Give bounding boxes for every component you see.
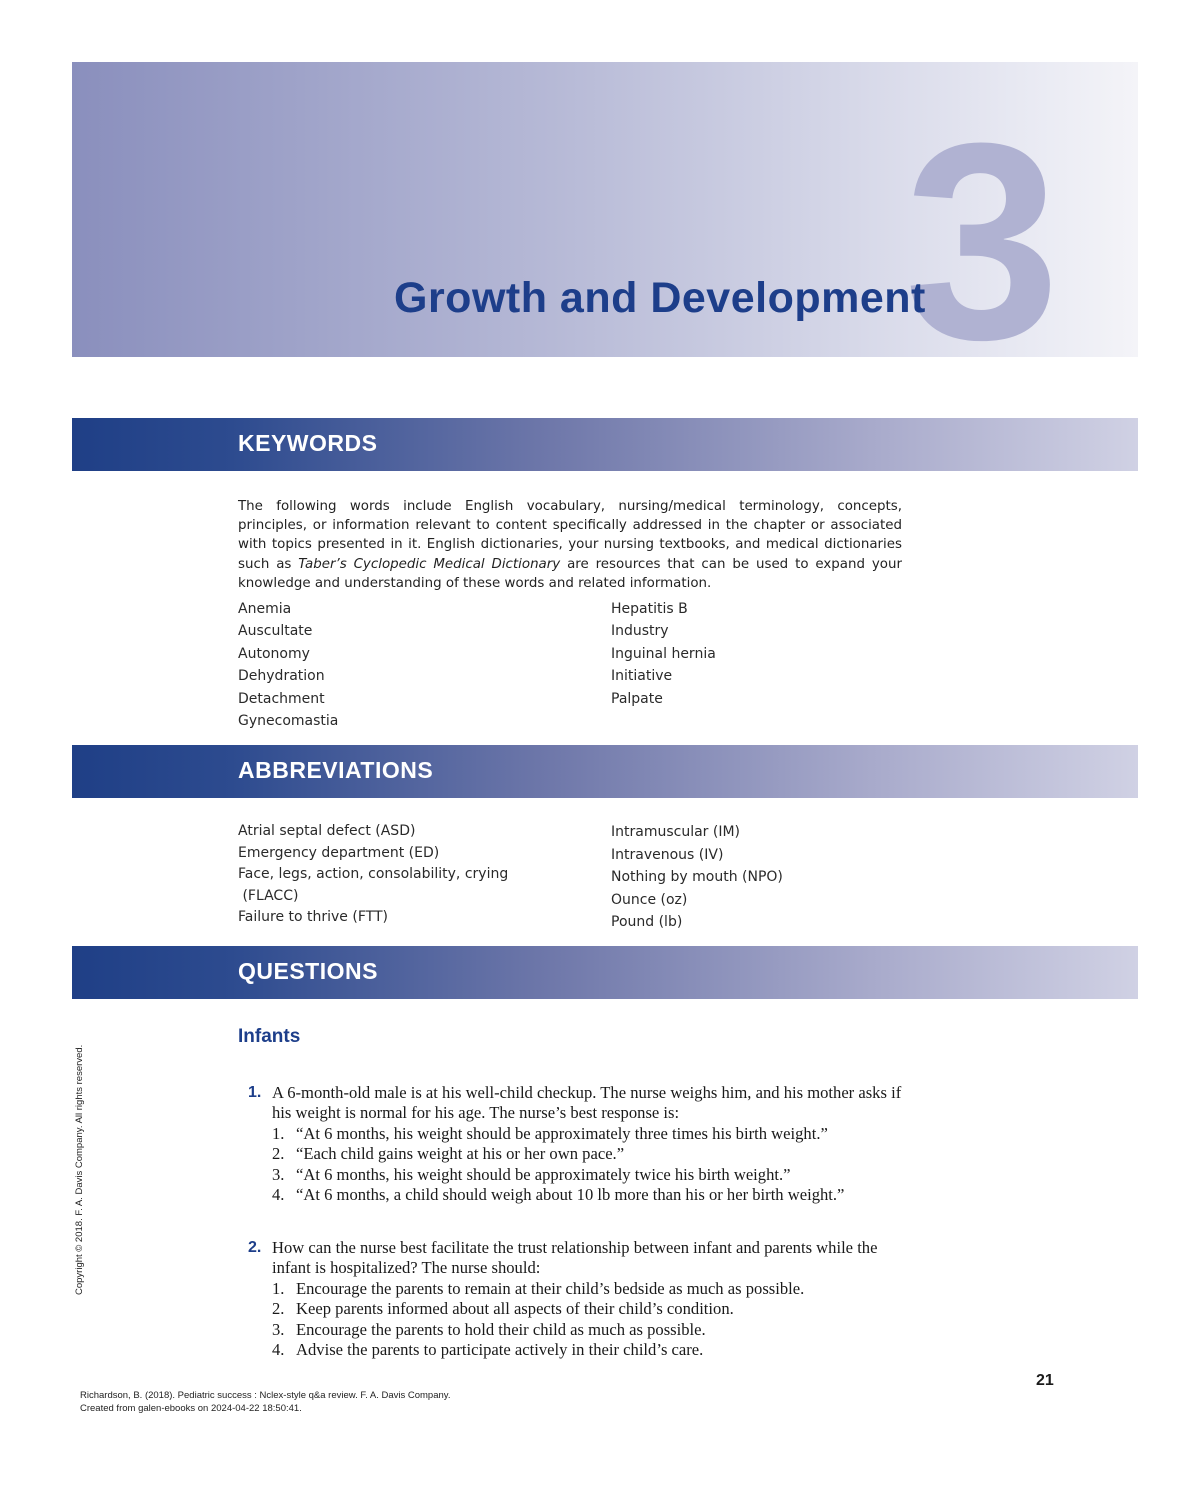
abbreviation-item: (FLACC)	[238, 887, 299, 904]
option-text: Keep parents informed about all aspects of their child’s condition.	[296, 1299, 734, 1319]
keyword-item: Palpate	[611, 690, 663, 707]
option-text: Encourage the parents to remain at their child’s bedside as much as possible.	[296, 1278, 805, 1298]
question-1	[248, 1083, 908, 1205]
keyword-item: Initiative	[611, 668, 673, 685]
keywords-section-bar	[72, 418, 1138, 471]
option-number: 1.	[272, 1278, 285, 1298]
abbreviation-item: Atrial septal defect (ASD)	[238, 823, 416, 839]
option-text: “Each child gains weight at his or her own pace.”	[296, 1144, 625, 1164]
keywords-intro-before: The following words include English vocabulary, nursing/medical terminology, concepts, principles, or information relevant to content specifically addressed in the chapter or associated with topics presented in it. English dictionaries, your nursing textbooks, and medical dictionaries such as	[238, 499, 902, 572]
questions-heading: QUESTIONS	[238, 958, 378, 984]
keywords-intro-italic: Taber’s Cyclopedic Medical Dictionary	[298, 556, 561, 572]
question-number: 2.	[248, 1239, 262, 1256]
questions-section-bar	[72, 946, 1138, 999]
infants-subheading: Infants	[238, 1026, 301, 1047]
abbreviation-item: Nothing by mouth (NPO)	[611, 869, 783, 886]
keyword-item: Autonomy	[238, 645, 310, 662]
keyword-item: Hepatitis B	[611, 601, 688, 617]
answer-option	[248, 1299, 908, 1319]
answer-option	[248, 1124, 908, 1144]
abbreviations-heading: ABBREVIATIONS	[238, 757, 434, 783]
keyword-item: Detachment	[238, 690, 325, 707]
footer-citation-line: Richardson, B. (2018). Pediatric success : Nclex-style q&a review. F. A. Davis Company.	[80, 1390, 451, 1401]
keyword-item: Anemia	[238, 601, 292, 617]
question-text: How can the nurse best facilitate the trust relationship between infant and parents while the infant is hospitalized? The nurse should:	[272, 1238, 878, 1278]
question-number: 1.	[248, 1084, 262, 1101]
option-number: 3.	[272, 1319, 285, 1339]
abbreviation-item: Face, legs, action, consolability, crying	[238, 866, 509, 883]
option-text: “At 6 months, his weight should be approximately three times his birth weight.”	[296, 1123, 828, 1143]
keywords-heading: KEYWORDS	[238, 430, 378, 456]
abbreviation-item: Intramuscular (IM)	[611, 824, 741, 840]
question-stem	[248, 1238, 908, 1279]
option-number: 4.	[272, 1185, 285, 1205]
option-text: “At 6 months, his weight should be approximately twice his birth weight.”	[296, 1164, 791, 1184]
abbreviations-right-column	[611, 821, 783, 934]
option-number: 4.	[272, 1340, 285, 1360]
keywords-intro	[238, 497, 902, 593]
abbreviation-item: Ounce (oz)	[611, 891, 688, 908]
footer-created-line: Created from galen-ebooks on 2024-04-22 18:50:41.	[80, 1403, 302, 1414]
abbreviation-item: Pound (lb)	[611, 914, 683, 931]
abbreviation-item: Failure to thrive (FTT)	[238, 909, 388, 926]
abbreviations-left-column	[238, 821, 508, 929]
keyword-item: Dehydration	[238, 668, 325, 685]
abbreviations-section-bar	[72, 745, 1138, 798]
question-stem	[248, 1083, 908, 1124]
footer-citation	[80, 1389, 450, 1415]
chapter-banner	[72, 62, 1138, 357]
abbreviation-item: Intravenous (IV)	[611, 846, 724, 863]
side-copyright-notice: Copyright © 2018. F. A. Davis Company. All rights reserved.	[74, 1044, 85, 1295]
keywords-left-column	[238, 598, 338, 732]
keywords-intro-after: are resources that can be used to expand your knowledge and understanding of these words and related information.	[238, 556, 902, 591]
question-text: A 6-month-old male is at his well-child checkup. The nurse weighs him, and his mother asks if his weight is normal for his age. The nurse’s best response is:	[272, 1083, 902, 1123]
option-number: 3.	[272, 1164, 285, 1184]
keywords-right-column	[611, 598, 716, 710]
answer-option	[248, 1340, 908, 1360]
answer-option	[248, 1144, 908, 1164]
answer-option	[248, 1165, 908, 1185]
question-2	[248, 1238, 908, 1360]
option-number: 2.	[272, 1144, 285, 1164]
abbreviation-item: Emergency department (ED)	[238, 844, 440, 861]
chapter-number: 3	[904, 86, 1056, 357]
chapter-title: Growth and Development	[394, 274, 926, 322]
answer-option	[248, 1320, 908, 1340]
keyword-item: Auscultate	[238, 623, 313, 640]
option-number: 2.	[272, 1299, 285, 1319]
keyword-item: Gynecomastia	[238, 713, 339, 730]
option-text: Advise the parents to participate actively in their child’s care.	[296, 1340, 704, 1360]
option-text: “At 6 months, a child should weigh about 10 lb more than his or her birth weight.”	[296, 1185, 845, 1205]
keyword-item: Inguinal hernia	[611, 645, 716, 662]
option-number: 1.	[272, 1123, 285, 1143]
keyword-item: Industry	[611, 623, 669, 640]
answer-option	[248, 1279, 908, 1299]
page-number: 21	[1036, 1372, 1054, 1389]
option-text: Encourage the parents to hold their child as much as possible.	[296, 1319, 706, 1339]
answer-option	[248, 1185, 908, 1205]
